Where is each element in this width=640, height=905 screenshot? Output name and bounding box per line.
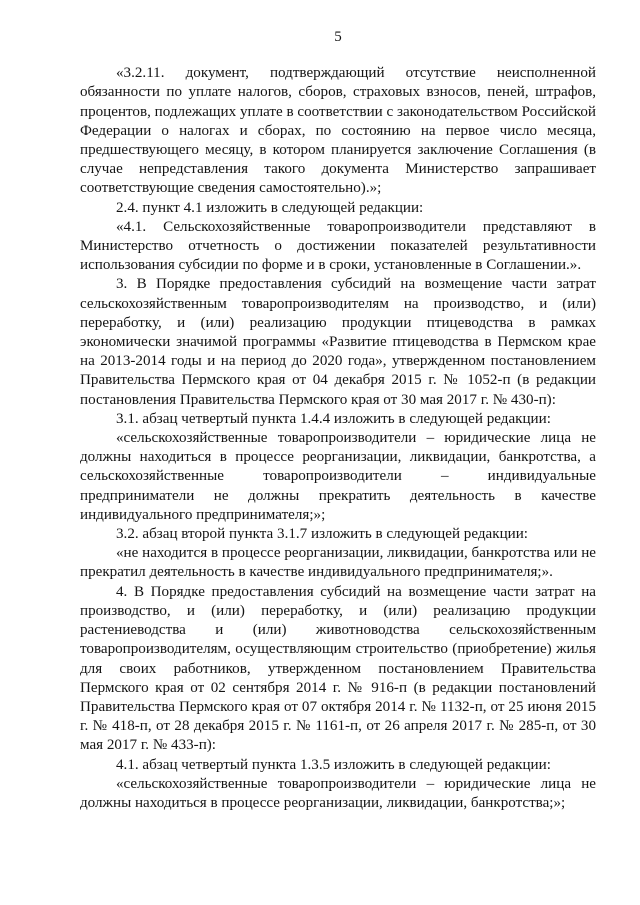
paragraph-4-1: 4.1. абзац четвертый пункта 1.3.5 изложить в следующей редакции: [116,756,551,773]
page-number: 5 [334,29,342,45]
paragraph-4-1-quote-final: «сельскохозяйственные товаропроизводители – юридические лица не должны находиться в процессе реорганизации, ликвидации, банкротства;»; [80,775,596,811]
paragraph-3-2-11: «3.2.11. документ, подтверждающий отсутствие неисполненной обязанности по уплате налогов, сборов, страховых взносов, пеней, штрафов, процентов, подлежащих уплате в соответствии с законодательством Российской Федерации о налогах и сборах, по состоянию на первое число месяца, предшествующего месяцу, в котором планируется заключение Соглашения (в случае непредставления такого документа Министерство запрашивает соответствующие сведения самостоятельно).»; [80,65,596,197]
paragraph-4-1-quote: «4.1. Сельскохозяйственные товаропроизводители представляют в Министерство отчетность о достижении показателей результативности использования субсидии по форме и в сроки, установленные в Соглашении.». [80,218,596,274]
paragraph-3-2: 3.2. абзац второй пункта 3.1.7 изложить в следующей редакции: [116,526,528,543]
paragraph-3-2-quote: «не находится в процессе реорганизации, ликвидации, банкротства или не прекратил деятельность в качестве индивидуального предпринимателя;». [80,545,596,581]
paragraph-2-4: 2.4. пункт 4.1 изложить в следующей редакции: [116,199,424,216]
paragraph-3-1-quote: «сельскохозяйственные товаропроизводители – юридические лица не должны находиться в процессе реорганизации, ликвидации, банкротства, а сельскохозяйственные товаропроизводители – индивидуальные предприниматели не должны прекратить деятельность в качестве индивидуального предпринимателя;»; [80,430,596,523]
paragraph-4: 4. В Порядке предоставления субсидий на возмещение части затрат на производство, и (или) переработку, и (или) реализацию продукции растениеводства и (или) животноводства сельскохозяйственным товаропроизводителям, осуществляющим строительство (приобретение) жилья для своих работников, утвержденном постановлением Правительства Пермского края от 02 сентября 2014 г. № 916-п (в редакции постановлений Правительства Пермского края от 07 октября 2014 г. № 1132-п, от 25 июня 2015 г. № 418-п, от 28 декабря 2015 г. № 1161-п, от 26 апреля 2017 г. № 285-п, от 30 мая 2017 г. № 433-п): [80,583,596,754]
paragraph-3: 3. В Порядке предоставления субсидий на возмещение части затрат сельскохозяйственным товаропроизводителям на производство, и (или) переработку, и (или) реализацию продукции птицеводства в рамках экономически значимой программы «Развитие птицеводства в Пермском крае на 2013-2014 годы и на период до 2020 года», утвержденном постановлением Правительства Пермского края от 04 декабря 2015 г. № 1052-п (в редакции постановления Правительства Пермского края от 30 мая 2017 г. № 430-п): [80,276,596,408]
paragraph-3-1: 3.1. абзац четвертый пункта 1.4.4 изложить в следующей редакции: [116,410,551,427]
